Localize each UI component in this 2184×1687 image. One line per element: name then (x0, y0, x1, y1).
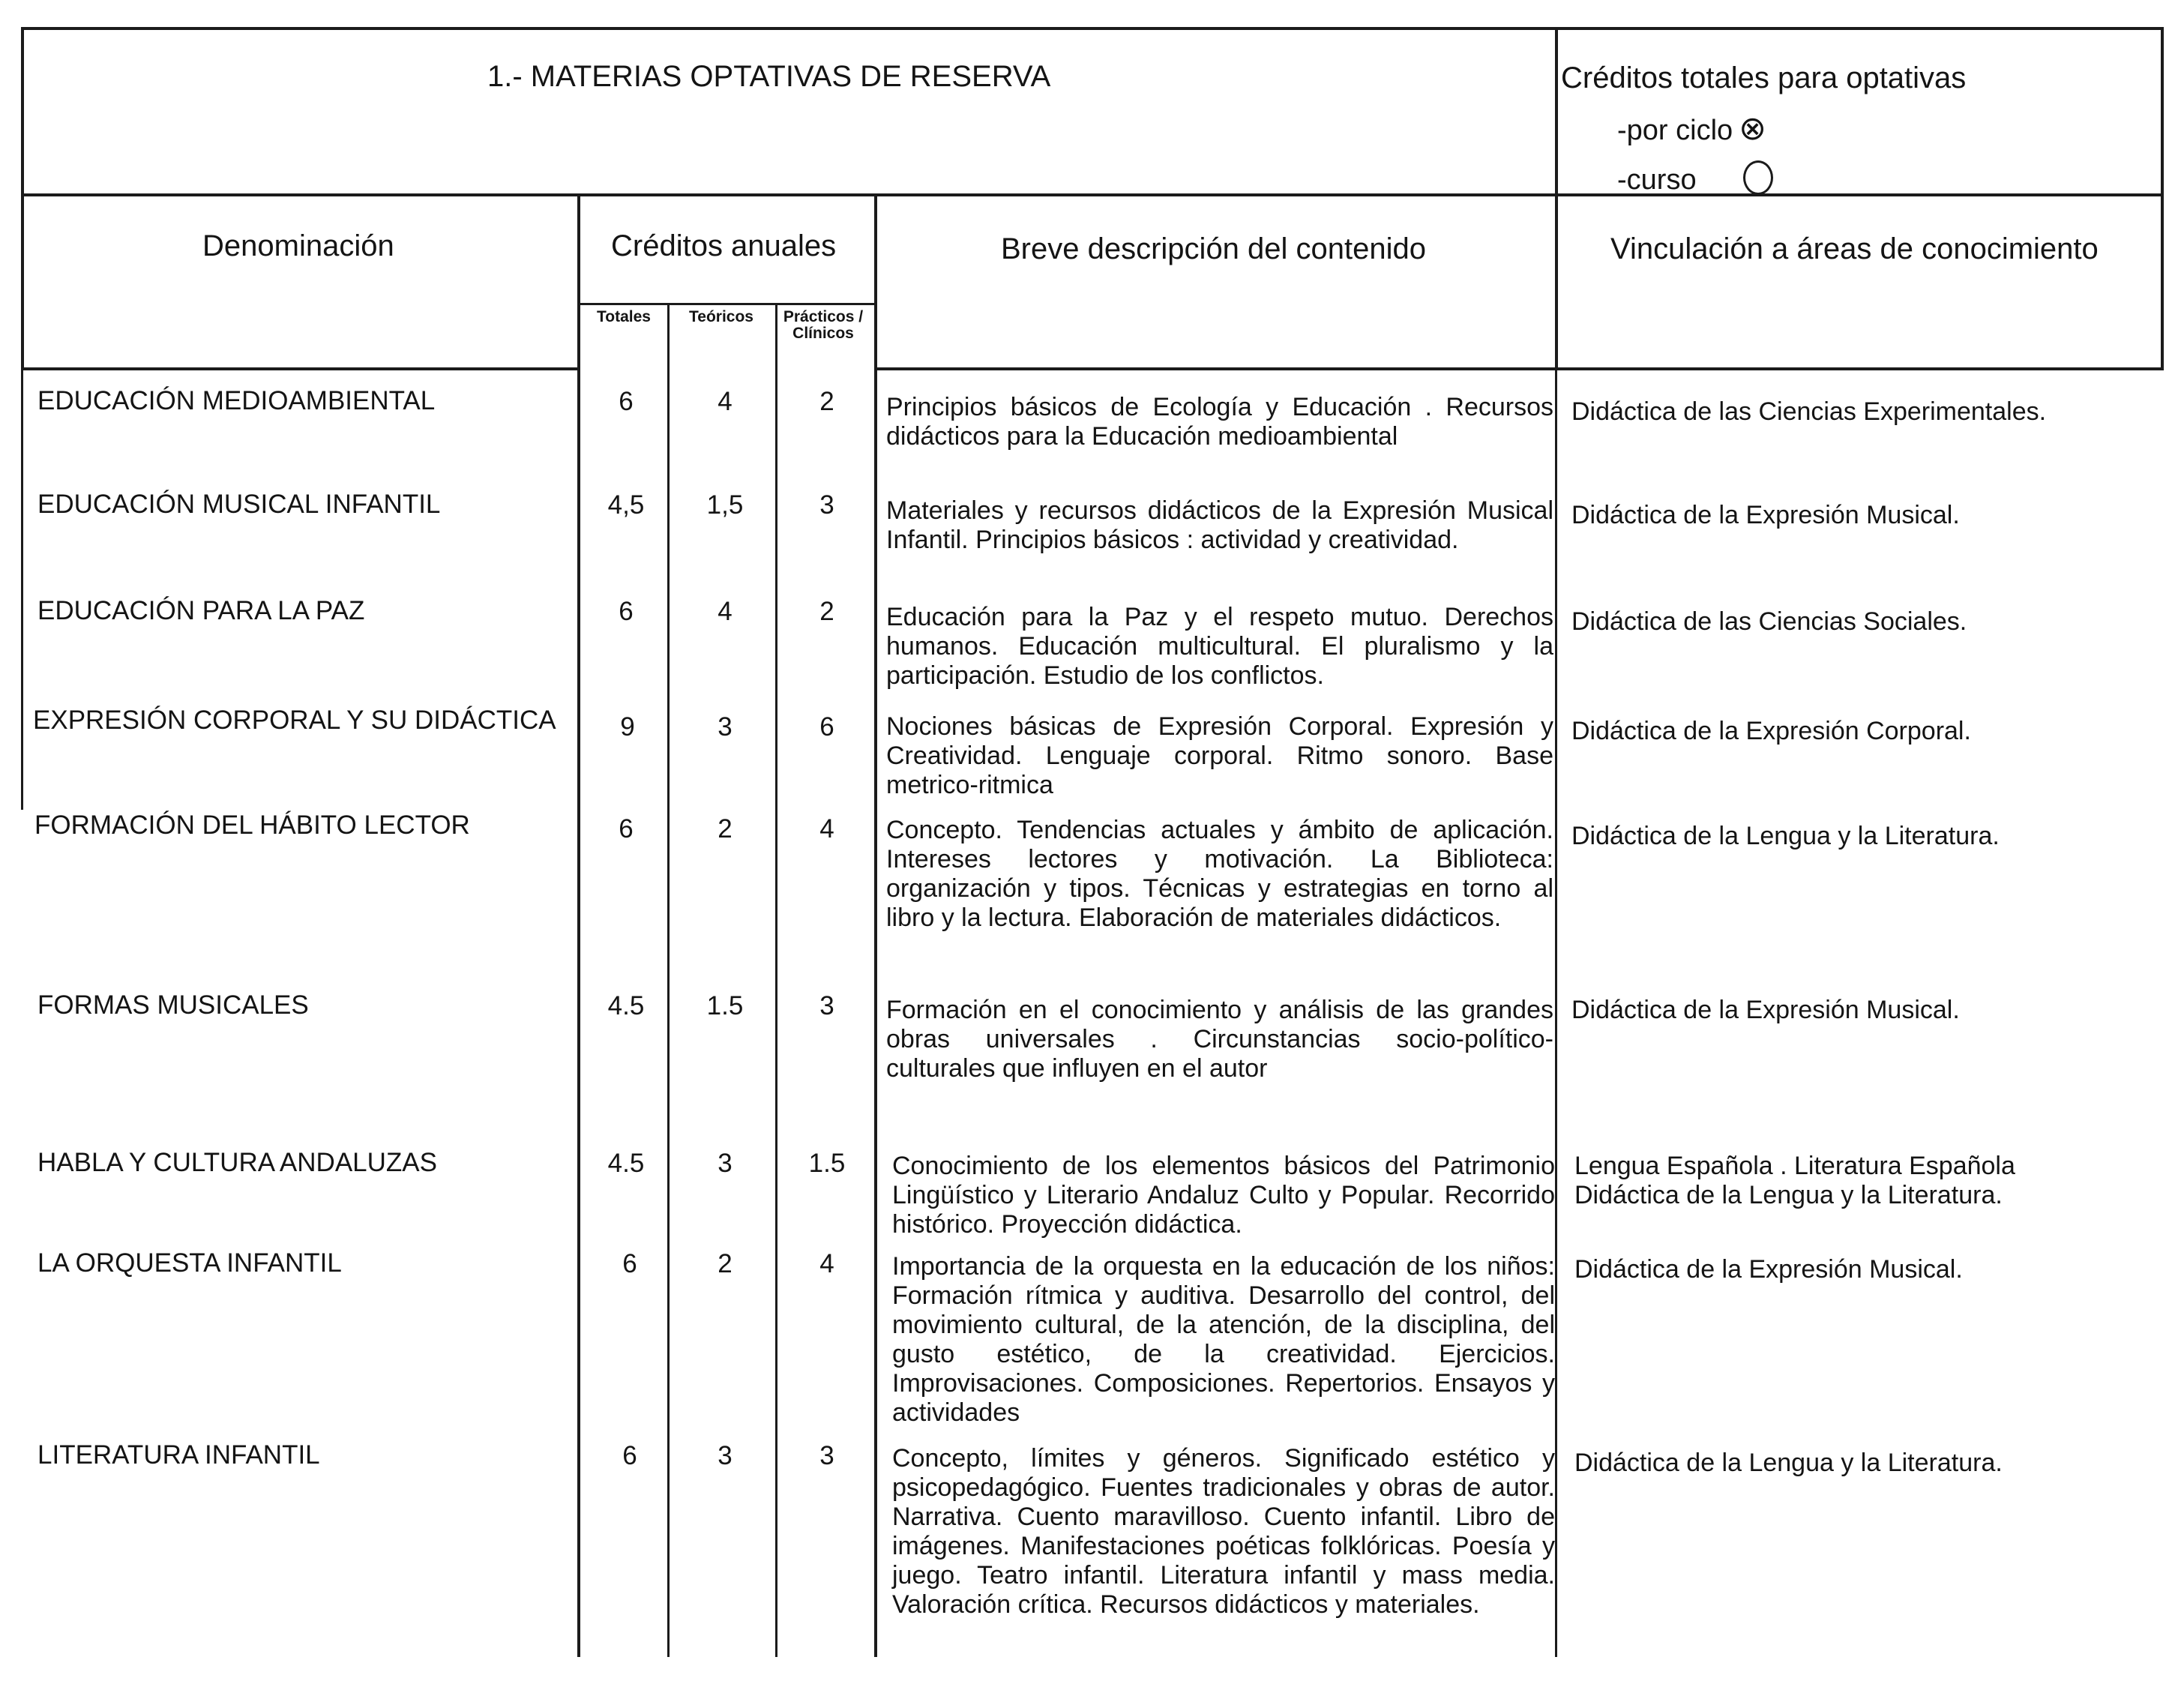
credits-theory: 2 (718, 814, 732, 844)
area-column-left (1555, 370, 1557, 1657)
credits-total: 6 (619, 597, 634, 626)
credits-practice: 6 (819, 712, 834, 742)
knowledge-area: Didáctica de la Expresión Musical. (1571, 996, 1960, 1024)
table-border-left-body-2 (21, 697, 23, 810)
knowledge-area: Didáctica de la Lengua y la Literatura. (1574, 1449, 2003, 1477)
credits-theory: 1,5 (706, 490, 744, 520)
subject-description: Materiales y recursos didácticos de la Expresión Musical Infantil. Principios básicos : actividad y creatividad. (886, 496, 1553, 554)
subheader-practicos: Prácticos / Clínicos (783, 308, 864, 342)
subject-description: Concepto, límites y géneros. Significado estético y psicopedagógico. Fuentes tradicionales y obras de autor. Narrativa. Cuento maravilloso. Cuento infantil. Libro de imágenes. Manifestaciones poéticas folklóricas. Poesía y juego. Teatro infantil. Literatura infantil y mass media. Valoración crítica. Recursos didácticos y materiales. (892, 1444, 1555, 1619)
credits-total: 4.5 (607, 1149, 645, 1178)
subject-description: Concepto. Tendencias actuales y ámbito de aplicación. Intereses lectores y motivación. La Biblioteca: organización y tipos. Técnicas y estrategias en torno al libro y la lectura. Elaboración de materiales didácticos. (886, 816, 1553, 932)
column-header-denominacion: Denominación (202, 229, 394, 262)
subject-description: Educación para la Paz y el respeto mutuo. Derechos humanos. Educación multicultural. El pluralismo y la participación. Estudio de los conflictos. (886, 603, 1553, 690)
column-header-bottom-left (21, 367, 577, 370)
knowledge-area: Didáctica de las Ciencias Sociales. (1571, 607, 1967, 636)
subject-name: EDUCACIÓN MEDIOAMBIENTAL (37, 386, 436, 415)
credits-theory: 4 (718, 387, 732, 416)
credits-practice: 3 (819, 991, 834, 1020)
credits-total: 9 (620, 712, 635, 742)
credits-total: 6 (622, 1441, 637, 1470)
credits-column-right (874, 196, 877, 306)
credits-total-label: Créditos totales para optativas (1561, 61, 1967, 94)
table-border-top (21, 27, 2164, 30)
totales-column-divider (667, 303, 670, 1657)
credits-total: 6 (622, 1249, 637, 1278)
credits-total: 4.5 (607, 991, 645, 1020)
column-header-bottom-right (876, 367, 2164, 370)
subheader-totales: Totales (597, 308, 651, 325)
subject-name: EDUCACIÓN MUSICAL INFANTIL (37, 490, 441, 519)
credits-theory: 3 (718, 1149, 732, 1178)
credits-practice: 4 (819, 814, 834, 844)
credits-theory: 2 (718, 1249, 732, 1278)
subheader-teoricos: Teóricos (689, 308, 753, 325)
subject-name: FORMAS MUSICALES (37, 990, 309, 1020)
credits-per-cycle (1617, 109, 1766, 148)
knowledge-area: Didáctica de la Expresión Musical. (1574, 1255, 1963, 1284)
credits-practice: 4 (819, 1249, 834, 1278)
table-border-left-body (21, 370, 23, 708)
credits-total: 4,5 (607, 490, 645, 520)
credits-theory: 1.5 (706, 991, 744, 1020)
credits-total: 6 (619, 387, 634, 416)
subject-name: EXPRESIÓN CORPORAL Y SU DIDÁCTICA (33, 706, 556, 735)
credits-column-left (577, 196, 580, 1657)
credits-practice: 3 (819, 490, 834, 520)
credits-practice: 2 (819, 597, 834, 626)
subject-description: Conocimiento de los elementos básicos del Patrimonio Lingüístico y Literario Andaluz Culto y Popular. Recorrido histórico. Proyección didáctica. (892, 1152, 1555, 1239)
column-header-descripcion: Breve descripción del contenido (1001, 232, 1427, 265)
subject-description: Principios básicos de Ecología y Educación . Recursos didácticos para la Educación medioambiental (886, 393, 1553, 451)
credits-practice: 2 (819, 387, 834, 416)
credits-per-course-label: -curso (1617, 164, 1697, 196)
knowledge-area: Didáctica de la Expresión Musical. (1571, 501, 1960, 529)
subject-name: FORMACIÓN DEL HÁBITO LECTOR (34, 811, 470, 840)
credits-theory: 3 (718, 712, 732, 742)
column-header-creditos: Créditos anuales (611, 229, 837, 262)
table-border-left-header (21, 27, 24, 370)
credits-theory: 4 (718, 597, 732, 626)
credits-per-cycle-label: -por ciclo (1617, 115, 1733, 146)
table-border-right (2161, 27, 2164, 370)
subject-description: Formación en el conocimiento y análisis de las grandes obras universales . Circunstancias socio-político- culturales que influyen en el autor (886, 996, 1553, 1083)
subject-description: Importancia de la orquesta en la educación de los niños: Formación rítmica y auditiva. Desarrollo del control, del movimiento cultural, de la atención, de la disciplina, del gusto estético, de la creatividad. Ejercicios. Improvisaciones. Composiciones. Repertorios. Ensayos y actividades (892, 1252, 1555, 1427)
knowledge-area: Didáctica de la Lengua y la Literatura. (1571, 822, 2000, 850)
knowledge-area: Didáctica de las Ciencias Experimentales. (1571, 397, 2047, 426)
subject-name: LITERATURA INFANTIL (37, 1440, 320, 1470)
subject-name: LA ORQUESTA INFANTIL (37, 1248, 342, 1278)
header-horizontal-divider (21, 193, 2164, 196)
circle-icon (1743, 160, 1773, 195)
credits-subheader-rule (579, 303, 876, 305)
knowledge-area: Lengua Española . Literatura Española Didáctica de la Lengua y la Literatura. (1574, 1152, 2015, 1209)
credits-per-course (1617, 160, 1773, 196)
subject-name: HABLA Y CULTURA ANDALUZAS (37, 1148, 437, 1177)
description-column-left (874, 303, 877, 1657)
teoricos-column-divider (775, 303, 777, 1657)
knowledge-area: Didáctica de la Expresión Corporal. (1571, 717, 1971, 745)
subject-name: EDUCACIÓN PARA LA PAZ (37, 596, 365, 625)
credits-total: 6 (619, 814, 634, 844)
credits-practice: 1.5 (808, 1149, 846, 1178)
header-vertical-divider (1555, 27, 1558, 370)
credits-practice: 3 (819, 1441, 834, 1470)
credits-theory: 3 (718, 1441, 732, 1470)
page-title: 1.- MATERIAS OPTATIVAS DE RESERVA (487, 60, 1051, 93)
subject-description: Nociones básicas de Expresión Corporal. Expresión y Creatividad. Lenguaje corporal. Ritmo sonoro. Base metrico-ritmica (886, 712, 1553, 799)
column-header-vinculacion: Vinculación a áreas de conocimiento (1610, 232, 2099, 265)
circled-times-icon: ⊗ (1739, 110, 1767, 147)
